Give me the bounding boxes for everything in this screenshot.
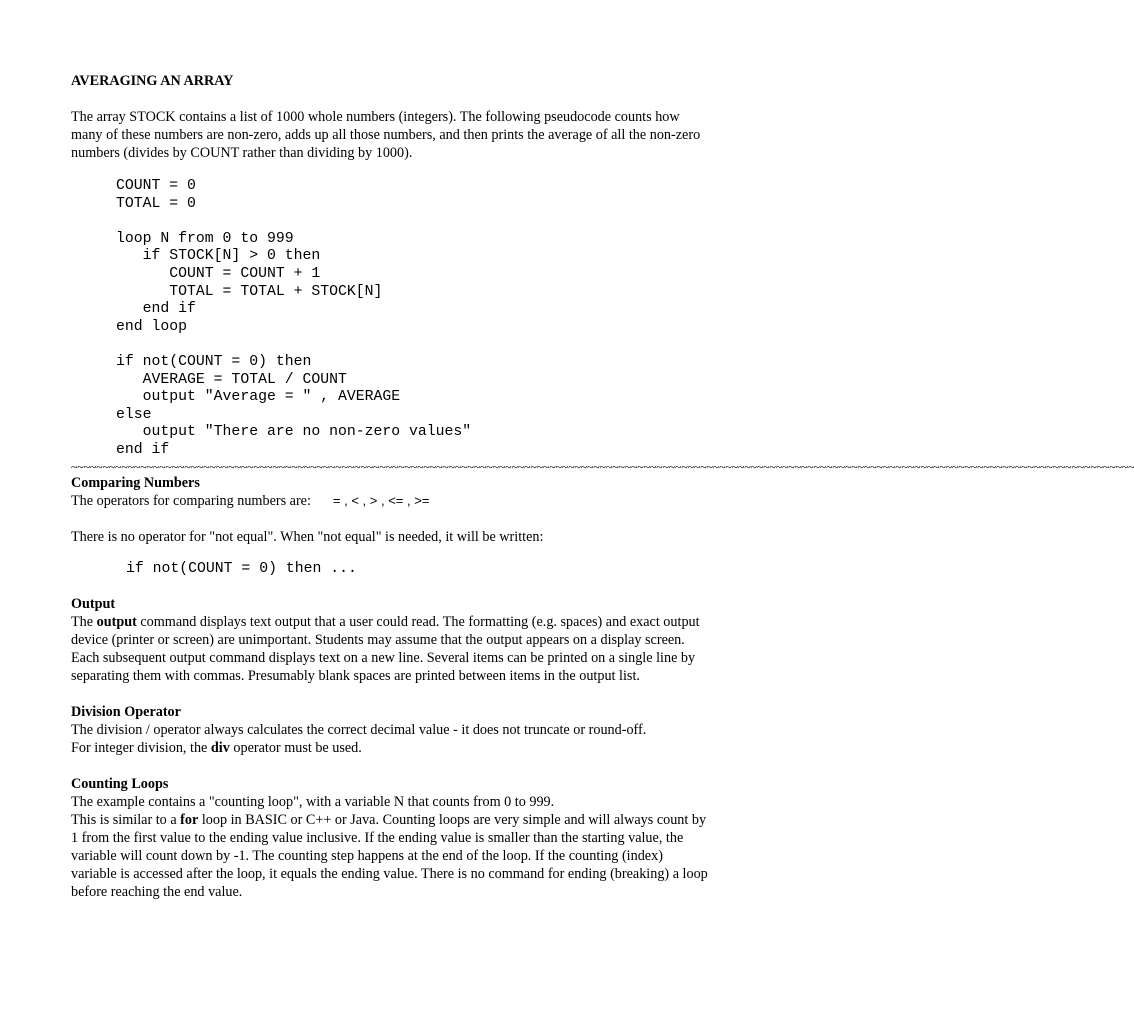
intro-paragraph: The array STOCK contains a list of 1000 whole numbers (integers). The following pseudocode counts how many of these numbers are non-zero, adds up all those numbers, and then prints the average of all the non-zero numbers (divides by COUNT rather than dividing by 1000). (71, 109, 701, 161)
output-heading: Output (71, 595, 116, 612)
division-line-2: For integer division, the div operator must be used. (71, 739, 362, 756)
not-equal-example: if not(COUNT = 0) then ... (126, 560, 357, 577)
code-line (116, 336, 711, 354)
code-line: end if (116, 441, 170, 458)
code-line: COUNT = 0 (116, 178, 196, 194)
counting-line-1: The example contains a "counting loop", with a variable N that counts from 0 to 999. (71, 793, 555, 810)
code-line: end loop (116, 318, 188, 335)
division-line-1: The division / operator always calculates the correct decimal value - it does not truncate or round-off. (71, 721, 647, 738)
output-keyword: output (96, 613, 137, 630)
code-line (116, 213, 711, 231)
code-line: if STOCK[N] > 0 then (116, 248, 321, 265)
page-title: AVERAGING AN ARRAY (71, 73, 234, 89)
code-line: AVERAGE = TOTAL / COUNT (116, 371, 347, 388)
code-line: if not(COUNT = 0) then (116, 353, 312, 370)
code-line: COUNT = COUNT + 1 (116, 265, 321, 282)
output-paragraph: The output command displays text output that a user could read. The formatting (e.g. spaces) and exact output device (printer or screen) are unimportant. Students may assume that the output appears on a display screen. Each subsequent output command displays text on a new line. Several items can be printed on a single line by separating them with commas. Presumably blank spaces are printed between items in the output list. (71, 613, 700, 684)
code-line: output "Average = " , AVERAGE (116, 389, 401, 406)
not-equal-text: There is no operator for "not equal". When "not equal" is needed, it will be written: (71, 528, 544, 545)
separator-line: ~~~~~~~~~~~~~~~~~~~~~~~~~~~~~~~~~~~~~~~~~~~~~~~~~~~~~~~~~~~~~~~~~~~~~~~~~~~~~~~~~~~~~~~~~~~~~~~~~~~~~~~~~~~~~~~~~~~~~~~~~~~~~~~~~~~~~~~~~~~~~~~~~~~~~~~~~~~~~~~~~~~~~~~~~ (71, 459, 1134, 474)
comparing-operators-line (71, 492, 711, 510)
operators-list: = , < , > , <= , >= (332, 492, 430, 508)
code-line: loop N from 0 to 999 (116, 230, 294, 247)
division-heading: Division Operator (71, 703, 181, 720)
for-keyword: for (180, 811, 199, 828)
code-line: end if (116, 301, 196, 318)
div-keyword: div (210, 739, 230, 756)
counting-paragraph: This is similar to a for loop in BASIC or C++ or Java. Counting loops are very simple and will always count by 1 from the first value to the ending value inclusive. If the ending value is smaller than the starting value, the variable will count down by -1. The counting step happens at the end of the loop. If the counting (index) variable is accessed after the loop, it equals the ending value. There is no command for ending (breaking) a loop before reaching the end value. (71, 811, 708, 900)
code-line: TOTAL = 0 (116, 195, 196, 212)
code-line: TOTAL = TOTAL + STOCK[N] (116, 283, 383, 300)
code-line: output "There are no non-zero values" (116, 424, 472, 441)
code-line: else (116, 406, 152, 423)
pseudocode-block (71, 178, 711, 460)
counting-heading: Counting Loops (71, 775, 169, 792)
comparing-heading: Comparing Numbers (71, 474, 200, 491)
document-page (71, 72, 1134, 901)
comparing-text: The operators for comparing numbers are: (71, 492, 311, 509)
